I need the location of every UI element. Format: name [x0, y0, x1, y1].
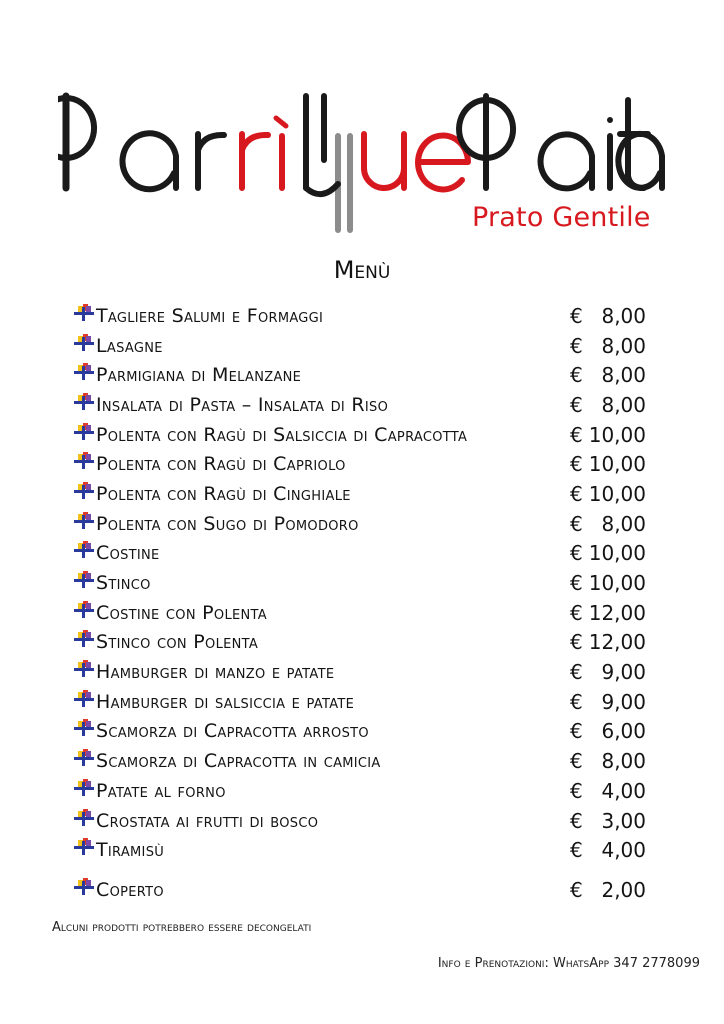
price-amount: 12,00 — [588, 630, 646, 655]
menu-item-name: Costine — [96, 542, 160, 565]
bullet-icon — [74, 689, 96, 709]
menu-item-name: Patate al forno — [96, 779, 226, 802]
menu-item — [74, 360, 654, 390]
menu-item-name: Insalata di Pasta – Insalata di Riso — [96, 393, 389, 416]
bullet-icon — [74, 392, 96, 412]
euro-sign: € — [570, 838, 583, 863]
bullet-icon — [74, 600, 96, 620]
menu-item-price — [570, 390, 646, 420]
menu-item-name: Scamorza di Capracotta in camicia — [96, 750, 381, 773]
logo-subtitle: Prato Gentile — [472, 202, 651, 233]
menu-title: Menù — [333, 256, 391, 284]
menu-item — [74, 449, 654, 479]
menu-item — [74, 628, 654, 658]
euro-sign: € — [570, 392, 583, 417]
euro-sign: € — [570, 660, 583, 685]
menu-item — [74, 835, 654, 865]
menu-item — [74, 331, 654, 361]
menu-item — [74, 420, 654, 450]
price-amount: 8,00 — [601, 392, 646, 417]
price-amount: 6,00 — [601, 719, 646, 744]
menu-item-price — [570, 835, 646, 865]
price-amount: 12,00 — [588, 600, 646, 625]
euro-sign: € — [570, 363, 583, 388]
menu-item-name: Polenta con Ragù di Cinghiale — [96, 482, 351, 505]
bullet-icon — [74, 333, 96, 353]
menu-item — [74, 568, 654, 598]
bullet-icon — [74, 837, 96, 857]
menu-item-name: Lasagne — [96, 334, 163, 357]
bullet-icon — [74, 451, 96, 471]
euro-sign: € — [570, 511, 583, 536]
menu-item-name: Tagliere Salumi e Formaggi — [96, 304, 324, 327]
menu-item-price — [570, 420, 646, 450]
menu-item — [74, 746, 654, 776]
bullet-icon — [74, 629, 96, 649]
menu-item-price — [570, 717, 646, 747]
euro-sign: € — [570, 333, 583, 358]
menu-item-name: Polenta con Sugo di Pomodoro — [96, 512, 359, 535]
price-amount: 9,00 — [601, 689, 646, 714]
price-amount: 8,00 — [601, 333, 646, 358]
menu-item — [74, 776, 654, 806]
bullet-icon — [74, 540, 96, 560]
frozen-products-note: Alcuni prodotti potrebbero essere decongelati — [52, 920, 312, 935]
euro-sign: € — [570, 303, 583, 328]
menu-item-name: Crostata ai frutti di bosco — [96, 809, 319, 832]
menu-item-price — [570, 628, 646, 658]
menu-item-price — [570, 776, 646, 806]
menu-item-name: Stinco con Polenta — [96, 631, 259, 654]
menu-item-name: Tiramisù — [96, 839, 165, 862]
booking-info: Info e Prenotazioni: WhatsApp 347 2778099 — [437, 956, 700, 971]
price-amount: 10,00 — [588, 452, 646, 477]
menu-item-name: Costine con Polenta — [96, 601, 267, 624]
menu-item-price — [570, 360, 646, 390]
menu-item-price — [570, 598, 646, 628]
price-amount: 10,00 — [588, 481, 646, 506]
menu-item — [74, 390, 654, 420]
euro-sign: € — [570, 630, 583, 655]
price-amount: 9,00 — [601, 660, 646, 685]
menu-item — [74, 717, 654, 747]
menu-item-price — [570, 806, 646, 836]
bullet-icon — [74, 659, 96, 679]
euro-sign: € — [570, 481, 583, 506]
menu-item-price — [570, 875, 646, 905]
price-amount: 10,00 — [588, 422, 646, 447]
bullet-icon — [74, 877, 96, 897]
menu-item-name: Hamburger di manzo e patate — [96, 661, 335, 684]
menu-item-price — [570, 509, 646, 539]
price-amount: 4,00 — [601, 838, 646, 863]
price-amount: 10,00 — [588, 571, 646, 596]
price-amount: 8,00 — [601, 511, 646, 536]
euro-sign: € — [570, 600, 583, 625]
menu-item-name: Scamorza di Capracotta arrosto — [96, 720, 369, 743]
bullet-icon — [74, 511, 96, 531]
menu-item — [74, 598, 654, 628]
euro-sign: € — [570, 778, 583, 803]
menu-item-name: Parmigiana di Melanzane — [96, 364, 302, 387]
euro-sign: € — [570, 719, 583, 744]
euro-sign: € — [570, 571, 583, 596]
price-amount: 10,00 — [588, 541, 646, 566]
bullet-icon — [74, 422, 96, 442]
bullet-icon — [74, 570, 96, 590]
euro-sign: € — [570, 877, 583, 902]
price-amount: 4,00 — [601, 778, 646, 803]
menu-item-name: Polenta con Ragù di Capriolo — [96, 453, 346, 476]
price-amount: 8,00 — [601, 749, 646, 774]
menu-item — [74, 657, 654, 687]
menu-item-price — [570, 568, 646, 598]
menu-item-price — [570, 301, 646, 331]
menu-item — [74, 509, 654, 539]
price-amount: 8,00 — [601, 303, 646, 328]
menu-item — [74, 479, 654, 509]
price-amount: 2,00 — [601, 877, 646, 902]
menu-item-price — [570, 479, 646, 509]
price-amount: 3,00 — [601, 808, 646, 833]
menu-item-name: Coperto — [96, 878, 164, 901]
euro-sign: € — [570, 422, 583, 447]
menu-item-price — [570, 746, 646, 776]
menu-item-name: Stinco — [96, 572, 151, 595]
price-amount: 8,00 — [601, 363, 646, 388]
menu-item-price — [570, 331, 646, 361]
menu-item — [74, 806, 654, 836]
menu-item — [74, 301, 654, 331]
menu-item-price — [570, 687, 646, 717]
bullet-icon — [74, 362, 96, 382]
bullet-icon — [74, 748, 96, 768]
euro-sign: € — [570, 808, 583, 833]
euro-sign: € — [570, 749, 583, 774]
bullet-icon — [74, 481, 96, 501]
menu-list — [74, 301, 654, 905]
euro-sign: € — [570, 689, 583, 714]
bullet-icon — [74, 718, 96, 738]
menu-item-name: Polenta con Ragù di Salsiccia di Capracotta — [96, 423, 468, 446]
bullet-icon — [74, 303, 96, 323]
bullet-icon — [74, 778, 96, 798]
menu-item-price — [570, 449, 646, 479]
bullet-icon — [74, 808, 96, 828]
menu-item-price — [570, 539, 646, 569]
menu-item — [74, 539, 654, 569]
menu-item — [74, 687, 654, 717]
menu-item-name: Hamburger di salsiccia e patate — [96, 690, 355, 713]
euro-sign: € — [570, 452, 583, 477]
menu-item-price — [570, 657, 646, 687]
euro-sign: € — [570, 541, 583, 566]
menu-item — [74, 875, 654, 905]
